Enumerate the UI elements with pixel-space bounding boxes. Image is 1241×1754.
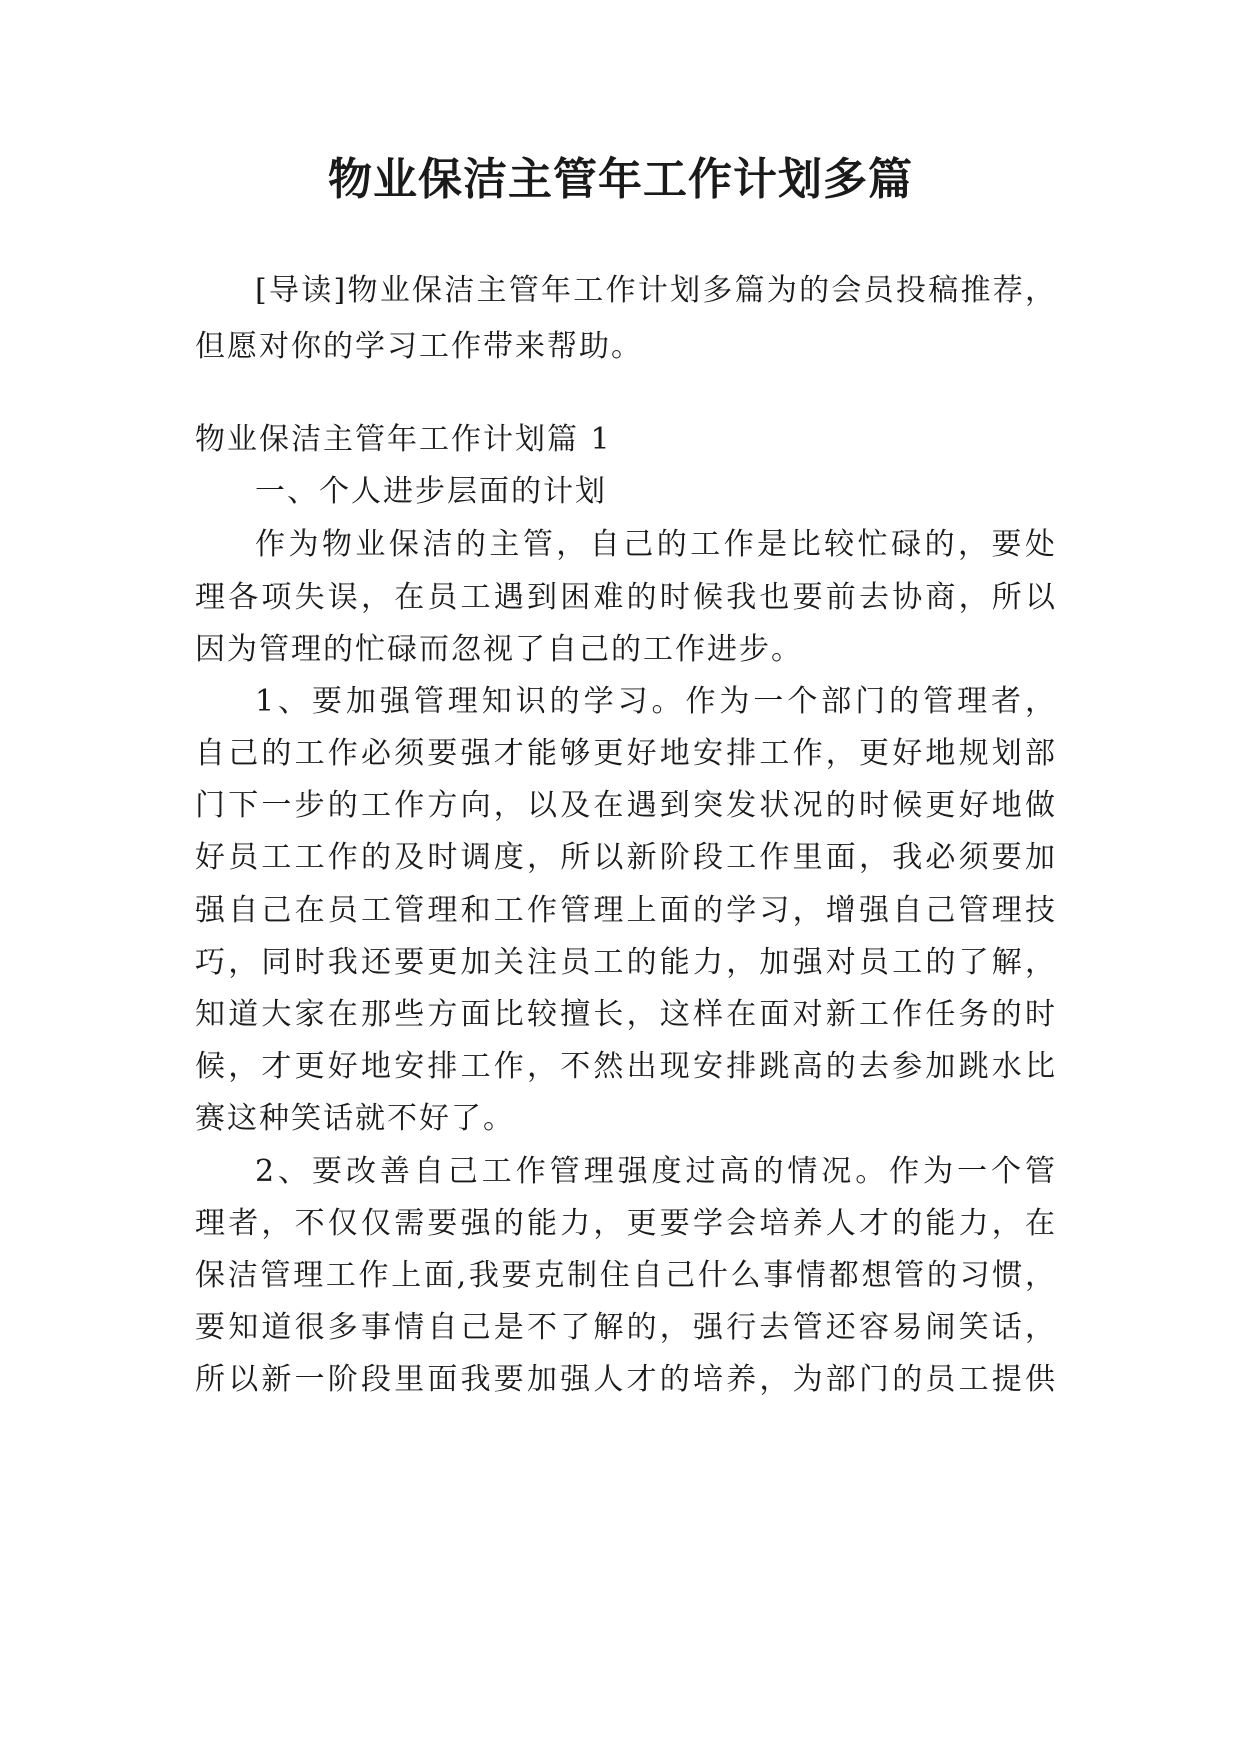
intro-line: 但愿对你的学习工作带来帮助。 [195,329,643,364]
paragraph-line: 理者，不仅仅需要强的能力，更要学会培养人才的能力，在 [195,1206,1055,1241]
paragraph-line: 候，才更好地安排工作，不然出现安排跳高的去参加跳水比 [195,1049,1055,1084]
paragraph-line: 强自己在员工管理和工作管理上面的学习，增强自己管理技 [195,893,1055,928]
intro-line: [导读]物业保洁主管年工作计划多篇为的会员投稿推荐， [255,273,1055,308]
paragraph-line: 所以新一阶段里面我要加强人才的培养，为部门的员工提供 [195,1362,1055,1397]
paragraph-line: 赛这种笑话就不好了。 [195,1101,515,1136]
paragraph-line: 要知道很多事情自己是不了解的，强行去管还容易闹笑话， [195,1310,1055,1345]
paragraph-line: 作为物业保洁的主管，自己的工作是比较忙碌的，要处 [255,527,1055,562]
document-title: 物业保洁主管年工作计划多篇 [328,154,913,205]
paragraph-line: 知道大家在那些方面比较擅长，这样在面对新工作任务的时 [195,997,1055,1032]
section-heading: 物业保洁主管年工作计划篇 1 [195,422,612,457]
paragraph-line: 因为管理的忙碌而忽视了自己的工作进步。 [195,632,803,667]
paragraph-line: 门下一步的工作方向，以及在遇到突发状况的时候更好地做 [195,788,1055,823]
paragraph-line: 自己的工作必须要强才能够更好地安排工作，更好地规划部 [195,736,1055,771]
paragraph-line: 巧，同时我还要更加关注员工的能力，加强对员工的了解， [195,945,1055,980]
paragraph-line: 好员工工作的及时调度，所以新阶段工作里面，我必须要加 [195,840,1055,875]
subheading: 一、个人进步层面的计划 [255,474,607,509]
paragraph-line: 理各项失误，在员工遇到困难的时候我也要前去协商，所以 [195,580,1055,615]
paragraph-line: 2、要改善自己工作管理强度过高的情况。作为一个管 [255,1154,1055,1189]
paragraph-line: 1、要加强管理知识的学习。作为一个部门的管理者， [255,684,1055,719]
paragraph-line: 保洁管理工作上面,我要克制住自己什么事情都想管的习惯， [195,1258,1055,1293]
